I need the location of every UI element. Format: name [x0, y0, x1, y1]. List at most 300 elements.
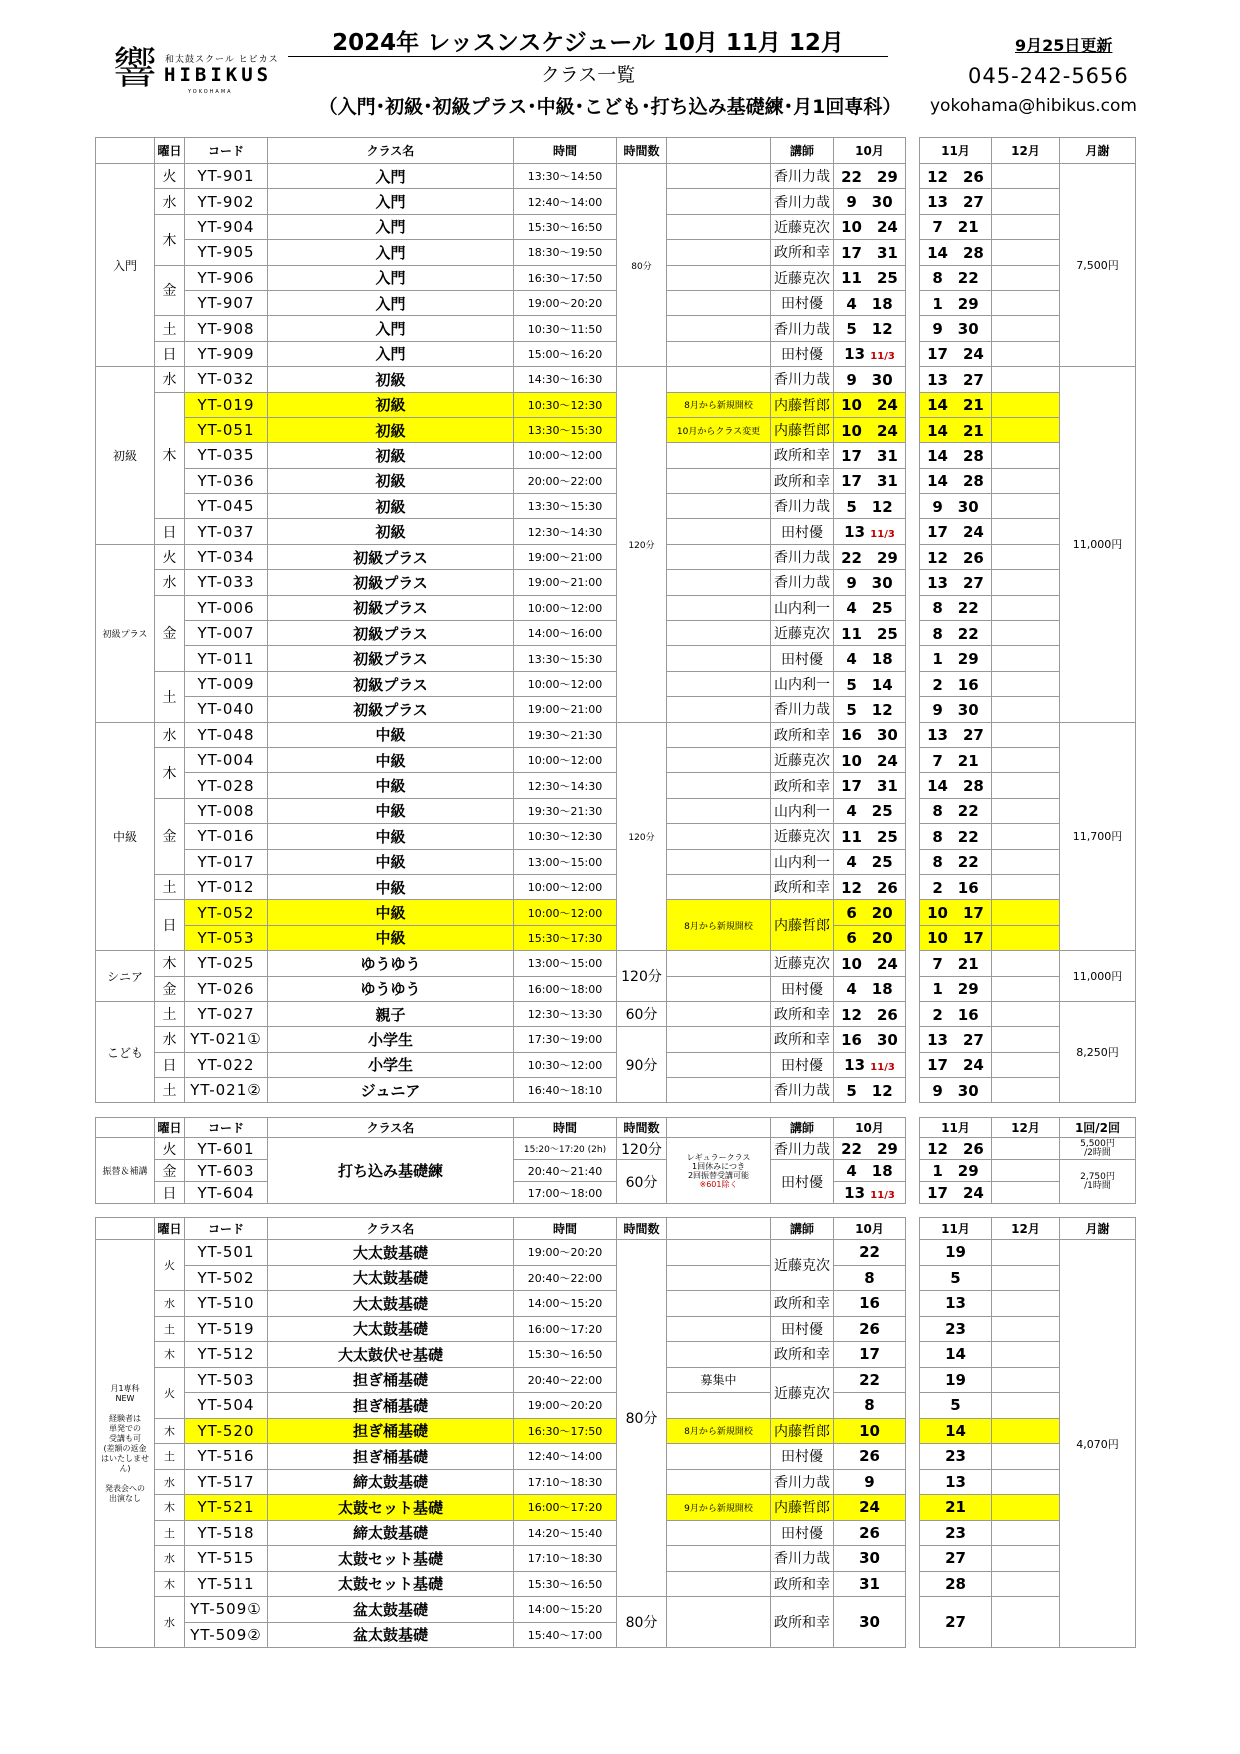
teacher-cell: 政所和幸	[771, 1571, 834, 1597]
day-cell: 土	[155, 671, 185, 722]
day-cell: 水	[155, 1027, 185, 1052]
col-dec: 12月	[992, 1118, 1060, 1138]
table-row	[96, 1027, 1136, 1052]
class-name-cell: 大太鼓基礎	[268, 1291, 514, 1317]
teacher-cell: 香川力哉	[771, 544, 834, 569]
table-row	[96, 1001, 1136, 1026]
time-cell: 20:40～22:00	[514, 1367, 617, 1393]
nov-cell: 10 17	[920, 900, 992, 925]
class-name-cell: 初級	[268, 519, 514, 544]
time-cell: 10:00～12:00	[514, 671, 617, 696]
time-cell: 16:00～17:20	[514, 1316, 617, 1342]
time-cell: 19:00～21:00	[514, 570, 617, 595]
day-cell: 木	[155, 1342, 185, 1368]
time-cell: 19:00～21:00	[514, 544, 617, 569]
nov-cell: 27	[920, 1597, 992, 1648]
day-cell: 土	[155, 1078, 185, 1103]
oct-cell: 11 25	[834, 824, 906, 849]
time-cell: 15:40～17:00	[514, 1622, 617, 1648]
group-label: 振替＆補講	[96, 1138, 155, 1204]
table-row	[96, 1571, 1136, 1597]
time-cell: 14:00～15:20	[514, 1291, 617, 1317]
nov-cell: 13	[920, 1291, 992, 1317]
time-cell: 15:20～17:20 (2h)	[514, 1138, 617, 1160]
col-dec: 12月	[992, 1218, 1060, 1240]
class-name-cell: 盆太鼓基礎	[268, 1597, 514, 1623]
teacher-cell: 香川力哉	[771, 164, 834, 189]
day-cell: 土	[155, 1316, 185, 1342]
col-duration: 時間数	[617, 1218, 667, 1240]
class-name-cell: 太鼓セット基礎	[268, 1495, 514, 1521]
oct-cell: 26	[834, 1316, 906, 1342]
nov-cell: 12 26	[920, 164, 992, 189]
day-cell: 木	[155, 951, 185, 976]
class-name-cell: 初級	[268, 443, 514, 468]
teacher-cell: 政所和幸	[771, 1027, 834, 1052]
table-row	[96, 519, 1136, 544]
code-cell: YT-908	[185, 316, 268, 341]
oct-cell: 4 18	[834, 646, 906, 671]
oct-cell: 26	[834, 1444, 906, 1470]
col-nov: 11月	[920, 1118, 992, 1138]
time-cell: 20:40～22:00	[514, 1265, 617, 1291]
table-row	[96, 1316, 1136, 1342]
code-cell: YT-025	[185, 951, 268, 976]
class-name-cell: 初級	[268, 392, 514, 417]
teacher-cell: 山内利一	[771, 798, 834, 823]
table-row	[96, 544, 1136, 569]
day-cell: 日	[155, 1182, 185, 1204]
teacher-cell: 近藤克次	[771, 214, 834, 239]
note-line: ※601除く	[699, 1179, 738, 1189]
oct-cell: 13 11/3	[834, 519, 906, 544]
oct-cell: 9 30	[834, 189, 906, 214]
day-cell: 金	[155, 595, 185, 671]
table-row	[96, 1367, 1136, 1393]
day-cell: 木	[155, 1571, 185, 1597]
code-cell: YT-032	[185, 367, 268, 392]
class-name-cell: 盆太鼓基礎	[268, 1622, 514, 1648]
duration-cell: 120分	[617, 367, 667, 722]
nov-cell: 1 29	[920, 646, 992, 671]
duration-cell: 120分	[617, 951, 667, 1002]
time-cell: 13:30～15:30	[514, 417, 617, 442]
table-row	[96, 1597, 1136, 1623]
nov-cell: 27	[920, 1546, 992, 1572]
time-cell: 13:30～14:50	[514, 164, 617, 189]
oct-cell: 5 14	[834, 671, 906, 696]
nov-cell: 23	[920, 1316, 992, 1342]
logo-location: YOKOHAMA	[188, 89, 233, 95]
table-row	[96, 925, 1136, 950]
nov-cell: 7 21	[920, 951, 992, 976]
day-cell: 木	[155, 214, 185, 265]
code-cell: YT-909	[185, 341, 268, 366]
teacher-cell: 政所和幸	[771, 722, 834, 747]
table-header-row	[96, 1118, 1136, 1138]
code-cell: YT-511	[185, 1571, 268, 1597]
time-cell: 12:30～14:30	[514, 519, 617, 544]
duration-cell: 120分	[617, 722, 667, 951]
makeup-date: 11/3	[870, 528, 895, 540]
time-cell: 14:00～15:20	[514, 1597, 617, 1623]
nov-cell: 13 27	[920, 722, 992, 747]
time-cell: 13:00～15:00	[514, 951, 617, 976]
time-cell: 16:00～17:20	[514, 1495, 617, 1521]
note-cell: 9月から新規開校	[667, 1495, 771, 1521]
teacher-cell: 近藤克次	[771, 1367, 834, 1418]
teacher-cell: 香川力哉	[771, 1138, 834, 1160]
teacher-cell: 近藤克次	[771, 747, 834, 772]
code-cell: YT-509①	[185, 1597, 268, 1623]
time-cell: 10:00～12:00	[514, 595, 617, 620]
class-name-cell: 太鼓セット基礎	[268, 1546, 514, 1572]
class-name-cell: 入門	[268, 240, 514, 265]
oct-cell: 16	[834, 1291, 906, 1317]
oct-cell: 22	[834, 1240, 906, 1266]
day-cell: 水	[155, 1469, 185, 1495]
day-cell: 火	[155, 1240, 185, 1291]
fee-cell: 5,500円 /2時間	[1060, 1138, 1136, 1160]
time-cell: 19:30～21:30	[514, 798, 617, 823]
oct-cell: 17	[834, 1342, 906, 1368]
col-nov: 11月	[920, 138, 992, 164]
table-row	[96, 1240, 1136, 1266]
page-title: 2024年 レッスンスケジュール 10月 11月 12月	[288, 30, 888, 57]
group-label: 入門	[96, 164, 155, 367]
nov-cell: 5	[920, 1265, 992, 1291]
time-cell: 10:00～12:00	[514, 900, 617, 925]
oct-cell: 11 25	[834, 621, 906, 646]
col-time: 時間	[514, 1118, 617, 1138]
class-name-cell: 小学生	[268, 1027, 514, 1052]
day-cell: 金	[155, 798, 185, 874]
makeup-date: 11/3	[870, 1061, 895, 1073]
time-cell: 12:40～14:00	[514, 189, 617, 214]
col-youbi: 曜日	[155, 1118, 185, 1138]
class-name-cell: 締太鼓基礎	[268, 1520, 514, 1546]
class-name-cell: 初級	[268, 417, 514, 442]
nov-cell: 14 28	[920, 240, 992, 265]
day-cell: 水	[155, 189, 185, 214]
time-cell: 20:40～21:40	[514, 1160, 617, 1182]
nov-cell: 10 17	[920, 925, 992, 950]
oct-cell: 22	[834, 1367, 906, 1393]
group-label: 初級プラス	[96, 544, 155, 722]
code-cell: YT-051	[185, 417, 268, 442]
table-row	[96, 1078, 1136, 1103]
teacher-cell: 田村優	[771, 519, 834, 544]
code-cell: YT-510	[185, 1291, 268, 1317]
col-fee: 月謝	[1060, 138, 1136, 164]
teacher-cell: 香川力哉	[771, 189, 834, 214]
code-cell: YT-007	[185, 621, 268, 646]
class-name-cell: 入門	[268, 265, 514, 290]
teacher-cell: 政所和幸	[771, 468, 834, 493]
col-code: コード	[185, 1118, 268, 1138]
oct-cell: 10 24	[834, 951, 906, 976]
class-name-cell: 初級	[268, 468, 514, 493]
table-row	[96, 214, 1136, 239]
class-name-cell: 初級プラス	[268, 646, 514, 671]
table-row	[96, 1495, 1136, 1521]
table-row	[96, 1520, 1136, 1546]
teacher-cell: 田村優	[771, 646, 834, 671]
class-name-cell: 中級	[268, 874, 514, 899]
table-header-row	[96, 138, 1136, 164]
teacher-cell: 香川力哉	[771, 570, 834, 595]
oct-cell: 11 25	[834, 265, 906, 290]
teacher-cell: 内藤哲郎	[771, 1495, 834, 1521]
nov-cell: 14 21	[920, 392, 992, 417]
table-row	[96, 1138, 1136, 1160]
teacher-cell: 政所和幸	[771, 1001, 834, 1026]
time-cell: 17:00～18:00	[514, 1182, 617, 1204]
time-cell: 19:00～20:20	[514, 1240, 617, 1266]
time-cell: 12:30～14:30	[514, 773, 617, 798]
fee-cell: 11,000円	[1060, 367, 1136, 722]
teacher-cell: 政所和幸	[771, 443, 834, 468]
time-cell: 10:30～12:30	[514, 392, 617, 417]
oct-cell: 4 18	[834, 1160, 906, 1182]
table-row	[96, 1160, 1136, 1182]
day-cell: 金	[155, 265, 185, 316]
class-name-cell: 締太鼓基礎	[268, 1469, 514, 1495]
time-cell: 15:30～16:50	[514, 214, 617, 239]
time-cell: 12:40～14:00	[514, 1444, 617, 1470]
oct-cell: 30	[834, 1597, 906, 1648]
class-name-cell: 中級	[268, 849, 514, 874]
class-name-cell: 太鼓セット基礎	[268, 1571, 514, 1597]
table-row	[96, 874, 1136, 899]
teacher-cell: 香川力哉	[771, 316, 834, 341]
table-row	[96, 1052, 1136, 1077]
nov-cell: 2 16	[920, 671, 992, 696]
group-label: 初級	[96, 367, 155, 545]
class-name-cell: 入門	[268, 316, 514, 341]
teacher-cell: 田村優	[771, 976, 834, 1001]
nov-cell: 9 30	[920, 316, 992, 341]
class-name-cell: 中級	[268, 722, 514, 747]
oct-cell: 10 24	[834, 392, 906, 417]
nov-cell: 14 28	[920, 468, 992, 493]
makeup-date: 11/3	[870, 1189, 895, 1201]
col-youbi: 曜日	[155, 138, 185, 164]
code-cell: YT-053	[185, 925, 268, 950]
teacher-cell: 香川力哉	[771, 494, 834, 519]
teacher-cell: 近藤克次	[771, 824, 834, 849]
teacher-cell: 香川力哉	[771, 1469, 834, 1495]
code-cell: YT-016	[185, 824, 268, 849]
day-cell: 水	[155, 722, 185, 747]
col-name: クラス名	[268, 138, 514, 164]
class-name-cell: 中級	[268, 824, 514, 849]
fee-cell: 2,750円 /1時間	[1060, 1160, 1136, 1204]
nov-cell: 7 21	[920, 214, 992, 239]
nov-cell: 23	[920, 1444, 992, 1470]
time-cell: 19:00～20:20	[514, 290, 617, 315]
oct-cell: 6 20	[834, 900, 906, 925]
code-cell: YT-519	[185, 1316, 268, 1342]
code-cell: YT-604	[185, 1182, 268, 1204]
code-cell: YT-036	[185, 468, 268, 493]
page-header	[0, 0, 1240, 135]
day-cell: 水	[155, 570, 185, 595]
time-cell: 12:30～13:30	[514, 1001, 617, 1026]
code-cell: YT-035	[185, 443, 268, 468]
oct-cell: 10	[834, 1418, 906, 1444]
code-cell: YT-037	[185, 519, 268, 544]
note-cell	[667, 1138, 771, 1204]
teacher-cell: 山内利一	[771, 671, 834, 696]
table-row	[96, 1291, 1136, 1317]
teacher-cell: 田村優	[771, 1052, 834, 1077]
code-cell: YT-521	[185, 1495, 268, 1521]
teacher-cell: 田村優	[771, 290, 834, 315]
note-cell: 8月から新規開校	[667, 1418, 771, 1444]
nov-cell: 17 24	[920, 1052, 992, 1077]
table-row	[96, 265, 1136, 290]
fee-cell: 7,500円	[1060, 164, 1136, 367]
class-name-cell: 担ぎ桶基礎	[268, 1393, 514, 1419]
day-cell: 火	[155, 1367, 185, 1418]
col-oct: 10月	[834, 138, 906, 164]
table-row	[96, 1393, 1136, 1419]
time-cell: 10:30～12:30	[514, 824, 617, 849]
class-name-cell: 初級プラス	[268, 595, 514, 620]
day-cell: 水	[155, 1291, 185, 1317]
email-address: yokohama@hibikus.com	[930, 96, 1137, 116]
class-name-cell: 親子	[268, 1001, 514, 1026]
day-cell: 水	[155, 1546, 185, 1572]
table-row	[96, 849, 1136, 874]
nov-cell: 13	[920, 1469, 992, 1495]
day-cell: 火	[155, 164, 185, 189]
oct-cell: 17 31	[834, 443, 906, 468]
time-cell: 17:10～18:30	[514, 1469, 617, 1495]
nov-cell: 2 16	[920, 1001, 992, 1026]
nov-cell: 8 22	[920, 595, 992, 620]
table-row	[96, 392, 1136, 417]
col-oct: 10月	[834, 1118, 906, 1138]
time-cell: 15:00～16:20	[514, 341, 617, 366]
nov-cell: 8 22	[920, 265, 992, 290]
code-cell: YT-017	[185, 849, 268, 874]
class-name-cell: 担ぎ桶基礎	[268, 1367, 514, 1393]
code-cell: YT-517	[185, 1469, 268, 1495]
time-cell: 16:30～17:50	[514, 1418, 617, 1444]
day-cell: 木	[155, 747, 185, 798]
class-name-cell: ゆうゆう	[268, 976, 514, 1001]
teacher-cell: 香川力哉	[771, 1078, 834, 1103]
class-name-cell: 大太鼓基礎	[268, 1240, 514, 1266]
col-youbi: 曜日	[155, 1218, 185, 1240]
table-row	[96, 798, 1136, 823]
nov-cell: 21	[920, 1495, 992, 1521]
table-row	[96, 468, 1136, 493]
logo-wordmark: HIBIKUS	[164, 64, 273, 86]
time-cell: 13:30～15:30	[514, 494, 617, 519]
table-row	[96, 570, 1136, 595]
fee-cell: 4,070円	[1060, 1240, 1136, 1648]
class-name-cell: 初級プラス	[268, 544, 514, 569]
oct-cell: 16 30	[834, 722, 906, 747]
oct-cell: 30	[834, 1546, 906, 1572]
nov-cell: 8 22	[920, 824, 992, 849]
code-cell: YT-512	[185, 1342, 268, 1368]
updated-date: 9月25日更新	[1015, 36, 1113, 55]
class-name-cell: 中級	[268, 900, 514, 925]
duration-cell: 90分	[617, 1027, 667, 1103]
oct-cell: 10 24	[834, 747, 906, 772]
oct-cell: 5 12	[834, 316, 906, 341]
day-cell: 火	[155, 544, 185, 569]
day-cell: 金	[155, 1160, 185, 1182]
code-cell: YT-004	[185, 747, 268, 772]
monthly-class-table	[95, 1217, 1136, 1648]
time-cell: 16:40～18:10	[514, 1078, 617, 1103]
nov-cell: 28	[920, 1571, 992, 1597]
code-cell: YT-021②	[185, 1078, 268, 1103]
fee-cell: 11,000円	[1060, 951, 1136, 1002]
table-row	[96, 417, 1136, 442]
nov-cell: 1 29	[920, 290, 992, 315]
note-cell: 8月から新規開校	[667, 392, 771, 417]
table-row	[96, 189, 1136, 214]
note-line: 1回休みにつき	[692, 1161, 745, 1171]
code-cell: YT-501	[185, 1240, 268, 1266]
oct-cell: 24	[834, 1495, 906, 1521]
class-name-cell: 中級	[268, 925, 514, 950]
oct-cell: 13 11/3	[834, 1052, 906, 1077]
nov-cell: 17 24	[920, 519, 992, 544]
time-cell: 19:00～21:00	[514, 697, 617, 722]
nov-cell: 1 29	[920, 976, 992, 1001]
col-duration: 時間数	[617, 138, 667, 164]
class-name-cell: 入門	[268, 189, 514, 214]
page-subtitle: クラス一覧	[540, 64, 636, 86]
nov-cell: 13 27	[920, 367, 992, 392]
code-cell: YT-027	[185, 1001, 268, 1026]
time-cell: 19:30～21:30	[514, 722, 617, 747]
oct-cell: 4 25	[834, 798, 906, 823]
oct-cell: 31	[834, 1571, 906, 1597]
code-cell: YT-034	[185, 544, 268, 569]
time-cell: 15:30～16:50	[514, 1342, 617, 1368]
nov-cell: 12 26	[920, 544, 992, 569]
oct-cell: 9 30	[834, 367, 906, 392]
teacher-cell: 近藤克次	[771, 1240, 834, 1291]
class-name-cell: 初級プラス	[268, 570, 514, 595]
col-fee: 1回/2回	[1060, 1118, 1136, 1138]
fee-cell: 8,250円	[1060, 1001, 1136, 1103]
oct-cell: 4 25	[834, 595, 906, 620]
table-row	[96, 1546, 1136, 1572]
oct-cell: 9 30	[834, 570, 906, 595]
time-cell: 17:30～19:00	[514, 1027, 617, 1052]
table-row	[96, 1265, 1136, 1291]
teacher-cell: 政所和幸	[771, 1597, 834, 1648]
time-cell: 16:00～18:00	[514, 976, 617, 1001]
nov-cell: 13 27	[920, 1027, 992, 1052]
code-cell: YT-503	[185, 1367, 268, 1393]
code-cell: YT-904	[185, 214, 268, 239]
teacher-cell: 香川力哉	[771, 367, 834, 392]
table-row	[96, 240, 1136, 265]
nov-cell: 19	[920, 1367, 992, 1393]
table-row	[96, 290, 1136, 315]
class-name-cell: 担ぎ桶基礎	[268, 1418, 514, 1444]
